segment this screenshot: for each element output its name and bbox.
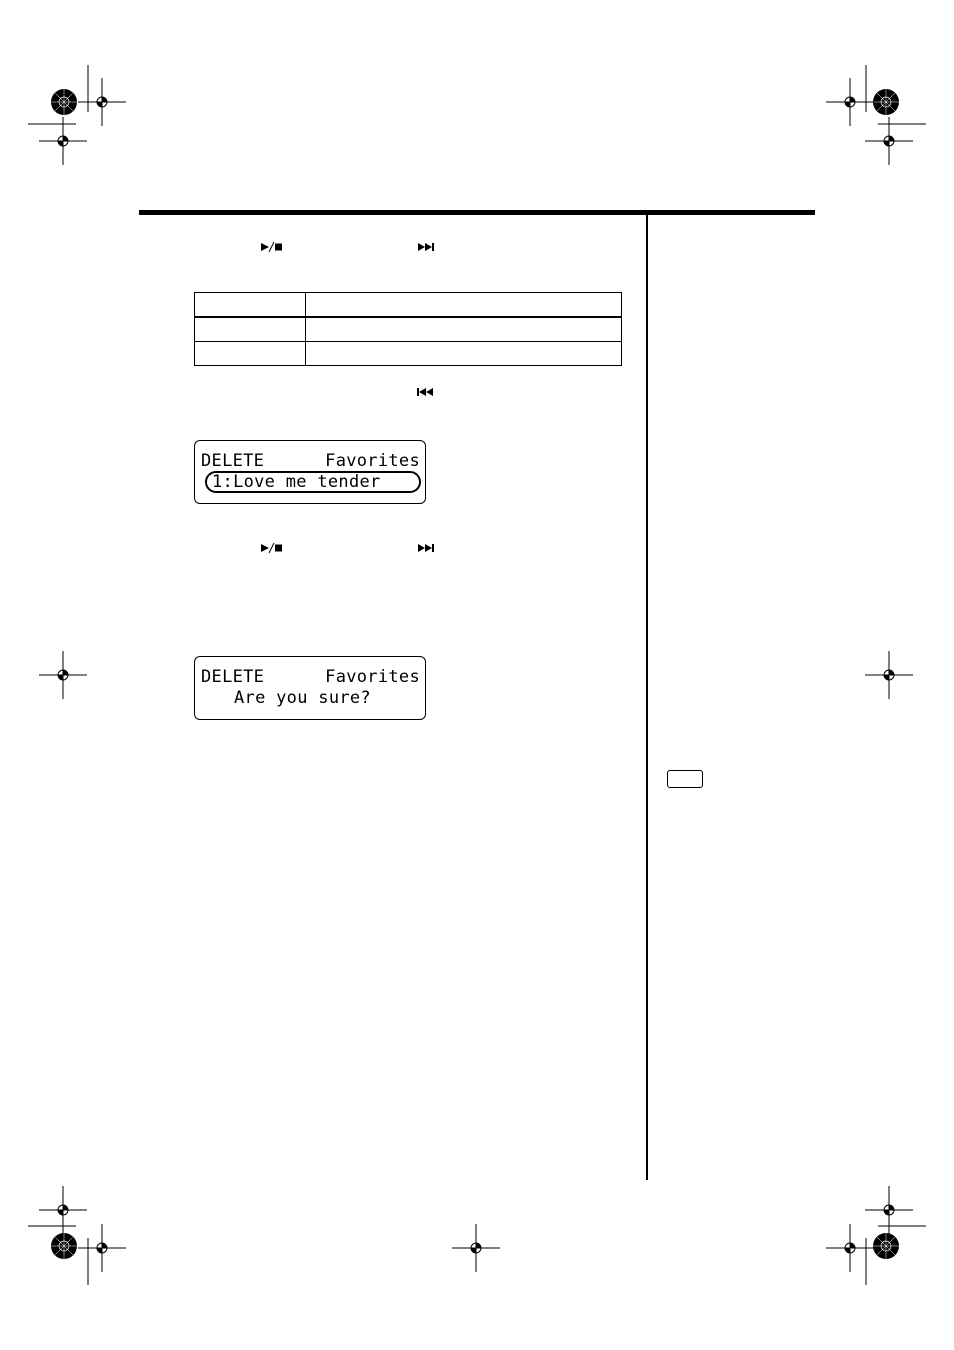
memo-badge [667,770,703,788]
lcd-confirm-prompt: Are you sure? [234,688,371,708]
sidebar-rule [646,215,648,1180]
play-stop-icon [258,541,286,555]
lcd-display-confirm [194,656,426,720]
header-rule [139,210,815,215]
options-table [194,292,622,366]
registration-mark-icon [28,65,926,1285]
play-stop-icon [258,240,286,254]
lcd-display-select [194,440,426,504]
next-track-icon [415,541,443,555]
table-row [195,293,622,318]
previous-track-icon [414,385,442,399]
lcd-category-label: Favorites [325,667,420,687]
lcd-mode-label: DELETE [201,451,265,471]
lcd-song-label: 1:Love me tender [212,472,381,492]
next-track-icon [415,240,443,254]
table-row [195,317,622,342]
lcd-category-label: Favorites [325,451,420,471]
table-row [195,342,622,366]
lcd-mode-label: DELETE [201,667,265,687]
